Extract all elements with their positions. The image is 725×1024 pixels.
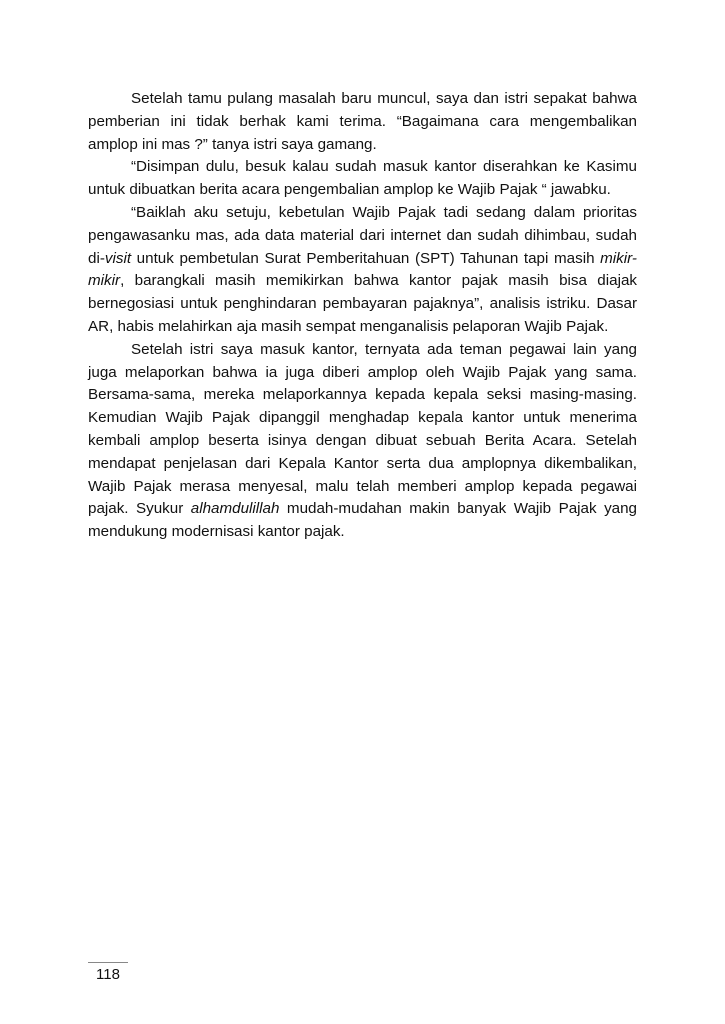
paragraph-1 <box>88 88 637 156</box>
paragraph-4 <box>88 339 637 544</box>
paragraph-4-text-a: Setelah istri saya masuk kantor, ternyata ada teman pegawai lain yang juga melaporkan bahwa ia juga diberi amplop oleh Wajib Pajak yang sama. Bersama-sama, mereka melaporkannya kepada kepala seksi masing-masing. Kemudian Wajib Pajak dipanggil menghadap kepala kantor untuk menerima kembali amplop beserta isinya dengan dibuat sebuah Berita Acara. Setelah mendapat penjelasan dari Kepala Kantor serta dua amplopnya dikembalikan, Wajib Pajak merasa menyesal, malu telah memberi amplop kepada pegawai pajak. Syukur <box>88 340 637 518</box>
footer-divider <box>88 962 128 963</box>
paragraph-3-text-a: “Baiklah aku setuju, kebetulan Wajib Pajak tadi sedang dalam prioritas pengawasanku mas, ada data material dari internet dan sudah dihimbau, sudah di- <box>88 203 637 267</box>
paragraph-2 <box>88 156 637 202</box>
italic-word-visit: visit <box>104 249 132 267</box>
page-number: 118 <box>96 966 120 983</box>
paragraph-2-text: “Disimpan dulu, besuk kalau sudah masuk kantor diserahkan ke Kasimu untuk dibuatkan berita acara pengembalian amplop ke Wajib Pajak “ jawabku. <box>88 158 637 199</box>
body-text <box>88 88 637 544</box>
paragraph-3-text-c: , barangkali masih memikirkan bahwa kantor pajak masih bisa diajak bernegosiasi untuk penghindaran pembayaran pajaknya”, analisis istriku. Dasar AR, habis melahirkan aja masih sempat menganalisis pelaporan Wajib Pajak. <box>88 272 637 335</box>
paragraph-3 <box>88 202 637 339</box>
paragraph-1-text: Setelah tamu pulang masalah baru muncul, saya dan istri sepakat bahwa pemberian ini tidak berhak kami terima. “Bagaimana cara mengembalikan amplop ini mas ?” tanya istri saya gamang. <box>88 90 637 153</box>
italic-word-mikir-mikir: mikir-mikir <box>88 249 637 290</box>
paragraph-4-text-b: mudah-mudahan makin banyak Wajib Pajak yang mendukung modernisasi kantor pajak. <box>88 500 637 541</box>
italic-word-alhamdulillah: alhamdulillah <box>190 500 280 518</box>
paragraph-3-text-b: untuk pembetulan Surat Pemberitahuan (SPT) Tahunan tapi masih <box>131 249 601 267</box>
